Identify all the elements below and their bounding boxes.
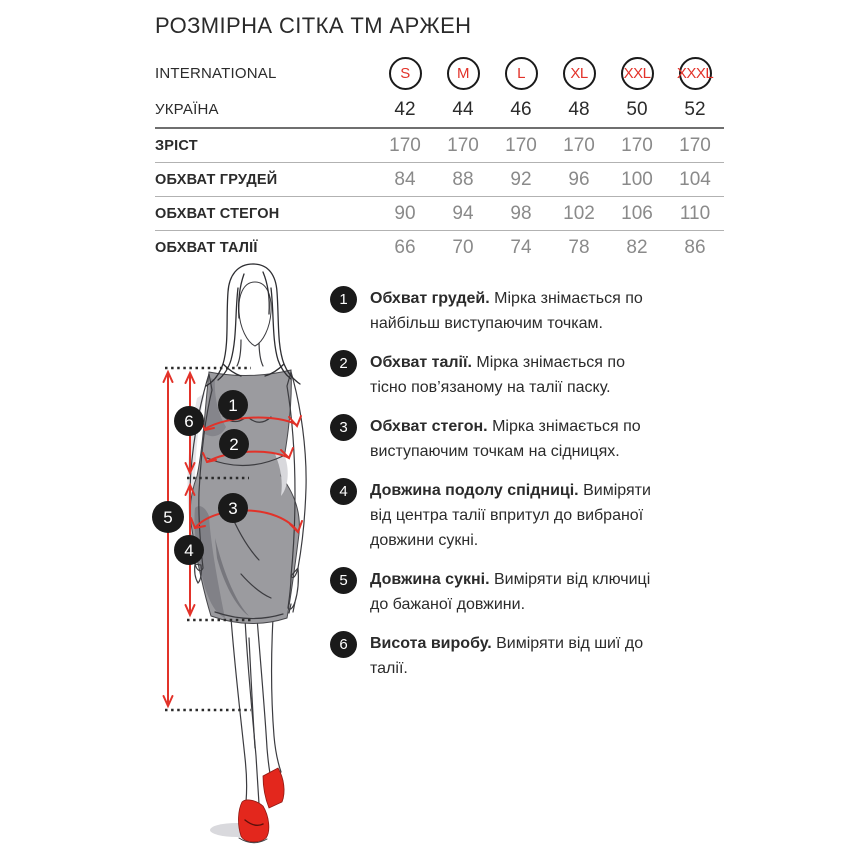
cell-value: 100: [621, 168, 653, 190]
measurement-desc: Виміряти від центра талії впритул до вибраної довжини сукні.: [370, 482, 651, 549]
cell-ukraine-size: 48: [568, 98, 590, 120]
size-circle: S: [389, 57, 422, 90]
figure-marker-3: [218, 493, 248, 523]
measurement-item: [330, 286, 730, 336]
cell-value: 106: [621, 202, 653, 224]
measurement-number-badge: 3: [330, 414, 357, 441]
cell-value: 84: [394, 168, 416, 190]
cell-value: 70: [452, 236, 474, 258]
table-row: [155, 196, 724, 230]
row-label: ОБХВАТ ГРУДЕЙ: [155, 171, 278, 188]
red-shoes: [238, 768, 284, 843]
figure-face: [239, 282, 271, 346]
measurement-title: Довжина подолу спідниці.: [370, 482, 579, 499]
measurement-title: Довжина сукні.: [370, 571, 490, 588]
cell-international-size: [376, 57, 434, 90]
size-circle: M: [447, 57, 480, 90]
measurement-title: Обхват грудей.: [370, 290, 490, 307]
svg-text:5: 5: [163, 508, 173, 527]
figure-marker-5: [152, 501, 184, 533]
cell-value: 74: [510, 236, 532, 258]
cell-value: 88: [452, 168, 474, 190]
table-row-international: [155, 55, 724, 92]
measurement-desc: Мірка знімається по тісно пов’язаному на талії паску.: [370, 354, 625, 396]
row-label-international: INTERNATIONAL: [155, 65, 277, 82]
row-label-ukraine: УКРАЇНА: [155, 101, 219, 118]
mannequin-figure: [145, 258, 330, 850]
table-row-ukraine: [155, 92, 724, 127]
measurement-desc: Виміряти від ключиці до бажаної довжини.: [370, 571, 651, 613]
cell-value: 170: [505, 134, 537, 156]
size-circle: XXXL: [679, 57, 712, 90]
svg-text:2: 2: [229, 435, 239, 454]
ukraine-sizes: [376, 99, 724, 121]
measurement-desc: Мірка знімається по виступаючим точкам на сідницях.: [370, 418, 641, 460]
cell-value: 66: [394, 236, 416, 258]
cell-value: 90: [394, 202, 416, 224]
measurement-number-badge: 2: [330, 350, 357, 377]
measurement-number-badge: 1: [330, 286, 357, 313]
figure-marker-1: [218, 390, 248, 420]
measurement-title: Висота виробу.: [370, 635, 492, 652]
measurement-desc: Мірка знімається по найбільш виступаючим точкам.: [370, 290, 643, 332]
cell-value: 104: [679, 168, 711, 190]
international-sizes: [376, 57, 724, 90]
cell-international-size: [608, 57, 666, 90]
table-row: [155, 127, 724, 162]
cell-value: 86: [684, 236, 706, 258]
cell-ukraine-size: 52: [684, 98, 706, 120]
cell-value: 170: [621, 134, 653, 156]
cell-ukraine-size: 50: [626, 98, 648, 120]
cell-value: 98: [510, 202, 532, 224]
cell-value: 170: [563, 134, 595, 156]
svg-text:3: 3: [228, 499, 238, 518]
table-body: [155, 127, 724, 264]
measurement-title: Обхват стегон.: [370, 418, 488, 435]
cell-value: 94: [452, 202, 474, 224]
cell-value: 110: [679, 202, 711, 224]
cell-international-size: [492, 57, 550, 90]
measurement-item: [330, 350, 730, 400]
cell-ukraine-size: 46: [510, 98, 532, 120]
cell-value: 170: [447, 134, 479, 156]
cell-value: 170: [679, 134, 711, 156]
row-label: ОБХВАТ СТЕГОН: [155, 205, 280, 222]
measurement-desc: Виміряти від шиї до талії.: [370, 635, 644, 677]
figure-marker-6: [174, 406, 204, 436]
cell-value: 170: [389, 134, 421, 156]
measurement-number-badge: 4: [330, 478, 357, 505]
figure-marker-2: [219, 429, 249, 459]
row-label: ЗРІСТ: [155, 137, 198, 154]
page-title: РОЗМІРНА СІТКА ТМ АРЖЕН: [155, 13, 472, 38]
cell-ukraine-size: 44: [452, 98, 474, 120]
svg-text:4: 4: [184, 541, 194, 560]
svg-text:1: 1: [228, 396, 238, 415]
cell-value: 96: [568, 168, 590, 190]
cell-international-size: [550, 57, 608, 90]
measurement-item: [330, 414, 730, 464]
cell-value: 82: [626, 236, 648, 258]
cell-international-size: [434, 57, 492, 90]
size-circle: L: [505, 57, 538, 90]
row-label: ОБХВАТ ТАЛІЇ: [155, 239, 258, 256]
cell-value: 102: [563, 202, 595, 224]
cell-value: 92: [510, 168, 532, 190]
measurement-item: [330, 567, 730, 617]
measurement-title: Обхват талії.: [370, 354, 472, 371]
svg-text:6: 6: [184, 412, 194, 431]
dress-length-arrow: [164, 372, 173, 706]
cell-value: 78: [568, 236, 590, 258]
measurement-legend: [330, 286, 730, 681]
cell-ukraine-size: 42: [394, 98, 416, 120]
cell-international-size: [666, 57, 724, 90]
size-circle: XL: [563, 57, 596, 90]
table-row: [155, 162, 724, 196]
size-circle: XXL: [621, 57, 654, 90]
size-table: [155, 55, 724, 264]
figure-marker-4: [174, 535, 204, 565]
measurement-number-badge: 5: [330, 567, 357, 594]
measurement-item: [330, 631, 730, 681]
measurement-number-badge: 6: [330, 631, 357, 658]
measurement-item: [330, 478, 730, 553]
